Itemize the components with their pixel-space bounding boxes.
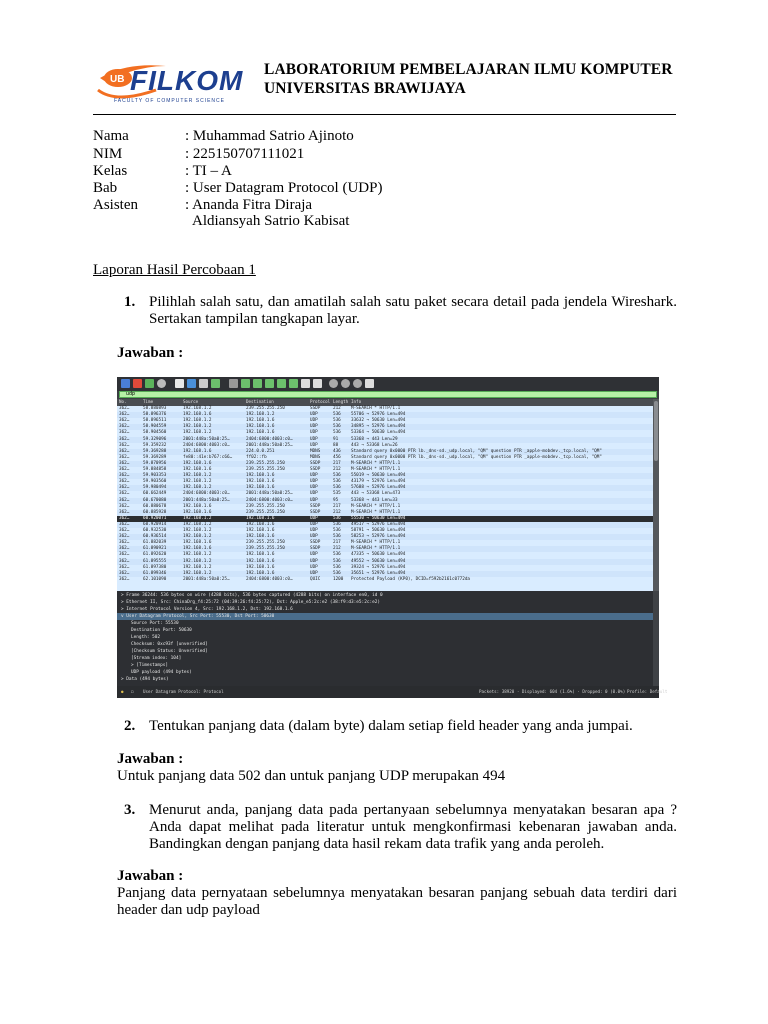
identity-label-asisten: Asisten — [93, 197, 138, 213]
packet-cell-protocol: UDP — [310, 552, 318, 558]
first-packet-icon — [277, 379, 286, 388]
packet-cell-destination: 192.168.1.6 — [246, 479, 275, 485]
question-text-1: Pilihlah salah satu, dan amatilah salah satu paket secara detail pada jendela Wireshark. Sertakan tampilan tangkapan layar. — [149, 294, 677, 327]
packet-detail-line[interactable]: > Ethernet II, Src: ChinaDrg_f4:25:72 (04:39:26:f4:25:72), Dst: Apple_e5:2c:e2 (38:f9:d3:e5:2c:e2) — [121, 600, 381, 605]
packet-list-header — [117, 399, 653, 406]
packet-cell-no: 362… — [119, 570, 130, 576]
packet-cell-protocol: UDP — [310, 485, 318, 491]
packet-cell-destination: ff02::fb — [246, 454, 267, 460]
packet-cell-source: 192.168.1.6 — [183, 467, 212, 472]
packet-detail-line[interactable]: UDP payload (494 bytes) — [131, 670, 192, 675]
header-title-line2: UNIVERSITAS BRAWIJAYA — [264, 80, 466, 97]
packet-cell-destination: 239.255.255.250 — [246, 509, 285, 515]
packet-cell-time: 59.980494 — [143, 485, 167, 491]
packet-cell-info: 34895 → 52976 Len=494 — [351, 424, 406, 430]
packet-cell-destination: 224.0.0.251 — [246, 448, 275, 454]
packet-cell-length: 212 — [333, 467, 341, 472]
packet-detail-line[interactable]: > Frame 36244: 536 bytes on wire (4288 bits), 536 bytes captured (4288 bits) on interface en0, id 0 — [121, 593, 383, 598]
packet-cell-protocol: SSDP — [310, 406, 321, 411]
question-text-3: Menurut anda, panjang data pada pertanyaan sebelumnya menyatakan besaran apa ? Anda dapat melihat pada literatur untuk mengkonfirmasi kebenaran jawaban anda. Bandingkan dengan panjang data hasil rekam data trafik yang anda peroleh. — [149, 802, 677, 852]
packet-cell-time: 60.662449 — [143, 491, 167, 497]
packet-cell-length: 217 — [333, 540, 341, 546]
packet-cell-source: 192.168.1.6 — [183, 503, 212, 509]
packet-cell-time: 59.359232 — [143, 442, 167, 448]
packet-cell-time: 60.885928 — [143, 509, 167, 515]
go-back-icon — [241, 379, 250, 388]
packet-cell-source: 192.168.1.2 — [183, 479, 212, 485]
capture-file-icon: ◻ — [131, 689, 134, 694]
status-packets-text: Packets: 38920 · Displayed: 604 (1.6%) · Dropped: 0 (0.0%) — [479, 689, 626, 694]
packet-cell-no: 362… — [119, 430, 130, 436]
packet-cell-source: 192.168.1.2 — [183, 424, 212, 430]
packet-cell-info: M-SEARCH * HTTP/1.1 — [351, 406, 401, 411]
packet-cell-protocol: MDNS — [310, 454, 321, 460]
packet-detail-line[interactable]: > Internet Protocol Version 4, Src: 192.168.1.2, Dst: 192.168.1.6 — [121, 607, 293, 612]
identity-label-nim: NIM — [93, 146, 123, 162]
packet-cell-time: 59.329096 — [143, 436, 167, 442]
col-header-source: Source — [183, 399, 199, 404]
packet-cell-no: 362… — [119, 448, 130, 454]
packet-cell-destination: 239.255.255.250 — [246, 503, 285, 509]
packet-cell-length: 536 — [333, 558, 341, 564]
filkom-logo — [96, 60, 260, 106]
packet-cell-length: 536 — [333, 485, 341, 491]
open-file-icon — [175, 379, 184, 388]
packet-cell-protocol: UDP — [310, 473, 318, 479]
packet-cell-protocol: QUIC — [310, 576, 321, 582]
packet-cell-time: 58.904559 — [143, 424, 167, 430]
status-profile-text: Profile: Default — [627, 689, 668, 694]
identity-value-nama: : Muhammad Satrio Ajinoto — [185, 128, 354, 144]
packet-cell-no: 362… — [119, 485, 130, 491]
packet-cell-no: 362… — [119, 528, 130, 533]
packet-cell-destination: 2001:448a:50a0:25… — [246, 442, 293, 448]
question-number-1: 1. — [124, 294, 136, 310]
packet-cell-length: 91 — [333, 436, 339, 442]
packet-cell-length: 212 — [333, 546, 341, 552]
question-text-2: Tentukan panjang data (dalam byte) dalam setiap field header yang anda jumpai. — [149, 718, 633, 734]
packet-cell-destination: 192.168.1.6 — [246, 521, 275, 527]
packet-cell-destination: 2404:6800:4003:c0… — [246, 576, 293, 582]
packet-cell-no: 362… — [119, 491, 130, 497]
resize-columns-icon — [365, 379, 374, 388]
packet-cell-destination: 192.168.1.6 — [246, 528, 275, 533]
packet-cell-source: 192.168.1.6 — [183, 412, 212, 418]
packet-detail-line[interactable]: [Checksum Status: Unverified] — [131, 649, 208, 654]
packet-cell-time: 61.899346 — [143, 570, 167, 576]
packet-cell-info: 53364 → 50630 Len=494 — [351, 430, 406, 436]
packet-cell-info: 55706 → 52976 Len=494 — [351, 412, 406, 418]
col-header-time: Time — [143, 399, 154, 404]
packet-cell-no: 362… — [119, 473, 130, 479]
go-to-packet-icon — [265, 379, 274, 388]
col-header-protocol: Protocol — [310, 399, 331, 404]
col-header-length: Length — [333, 399, 349, 404]
packet-cell-source: 192.168.1.2 — [183, 534, 212, 540]
answer-text-3: Panjang data pernyataan sebelumnya menyatakan besaran panjang sebuah data terdiri dari header dan udp payload — [117, 885, 677, 918]
identity-value-nim: : 225150707111021 — [185, 146, 305, 162]
packet-cell-source: 192.168.1.2 — [183, 515, 212, 521]
packet-cell-time: 58.896511 — [143, 418, 167, 424]
packet-detail-line[interactable]: [Stream index: 104] — [131, 656, 182, 661]
packet-details-pane — [117, 591, 653, 686]
packet-cell-protocol: UDP — [310, 430, 318, 436]
last-packet-icon — [289, 379, 298, 388]
packet-cell-no: 362… — [119, 424, 130, 430]
answer-text-2: Untuk panjang data 502 dan untuk panjang UDP merupakan 494 — [117, 768, 506, 784]
identity-value-kelas: : TI – A — [185, 163, 232, 179]
packet-cell-info: M-SEARCH * HTTP/1.1 — [351, 467, 401, 472]
packet-cell-protocol: SSDP — [310, 467, 321, 472]
packet-cell-protocol: SSDP — [310, 509, 321, 515]
question-number-2: 2. — [124, 718, 136, 734]
packet-detail-line[interactable]: Source Port: 55530 — [131, 621, 179, 626]
packet-cell-protocol: SSDP — [310, 460, 321, 466]
packet-cell-source: 192.168.1.2 — [183, 485, 212, 491]
packet-cell-protocol: UDP — [310, 424, 318, 430]
packet-cell-destination: 239.255.255.250 — [246, 460, 285, 466]
packet-detail-line[interactable]: > [Timestamps] — [131, 663, 169, 668]
packet-cell-destination: 2404:6800:4003:c0… — [246, 436, 293, 442]
status-bar — [117, 686, 668, 698]
header-divider — [93, 114, 676, 115]
col-header-info: Info — [351, 399, 362, 404]
packet-cell-destination: 192.168.1.6 — [246, 515, 275, 521]
packet-cell-no: 362… — [119, 503, 130, 509]
packet-cell-info: M-SEARCH * HTTP/1.1 — [351, 546, 401, 552]
packet-cell-info: M-SEARCH * HTTP/1.1 — [351, 509, 401, 515]
packet-cell-protocol: UDP — [310, 564, 318, 570]
answer-label-1: Jawaban : — [117, 345, 184, 361]
identity-value-asisten: : Ananda Fitra Diraja — [185, 197, 313, 213]
packet-cell-destination: 2404:6800:4003:c0… — [246, 497, 293, 503]
save-file-icon — [187, 379, 196, 388]
packet-cell-destination: 239.255.255.250 — [246, 406, 285, 411]
packet-detail-line[interactable]: Checksum: 0xc93f [unverified] — [131, 642, 208, 647]
packet-cell-protocol: UDP — [310, 515, 318, 521]
packet-cell-length: 536 — [333, 534, 341, 540]
packet-cell-time: 59.884858 — [143, 467, 167, 472]
stop-capture-icon — [133, 379, 142, 388]
packet-detail-line[interactable]: Length: 502 — [131, 635, 161, 640]
svg-text:FACULTY OF COMPUTER SCIENCE: FACULTY OF COMPUTER SCIENCE — [114, 98, 225, 104]
packet-cell-source: 192.168.1.2 — [183, 473, 212, 479]
packet-cell-protocol: UDP — [310, 528, 318, 533]
packet-cell-info: 443 → 53368 Len=26 — [351, 442, 398, 448]
packet-cell-source: 2001:448a:50a0:25… — [183, 436, 230, 442]
packet-cell-source: 192.168.1.6 — [183, 448, 212, 454]
packet-cell-length: 88 — [333, 442, 339, 448]
packet-cell-time: 62.101090 — [143, 576, 167, 582]
packet-cell-no: 362… — [119, 442, 130, 448]
packet-cell-source: 192.168.1.2 — [183, 418, 212, 424]
packet-cell-protocol: SSDP — [310, 503, 321, 509]
packet-cell-length: 536 — [333, 528, 341, 533]
packet-cell-destination: 239.255.255.250 — [246, 540, 285, 546]
packet-cell-no: 362… — [119, 479, 130, 485]
packet-cell-time: 59.903560 — [143, 479, 167, 485]
packet-cell-time: 60.932530 — [143, 528, 167, 533]
packet-cell-source: 192.168.1.2 — [183, 570, 212, 576]
packet-cell-source: 192.168.1.6 — [183, 509, 212, 515]
packet-cell-destination: 239.255.255.250 — [246, 467, 285, 472]
packet-cell-destination: 192.168.1.6 — [246, 418, 275, 424]
packet-cell-length: 536 — [333, 515, 341, 521]
packet-cell-source: 2404:6800:4003:c0… — [183, 491, 230, 497]
packet-cell-time: 60.920071 — [143, 515, 167, 521]
packet-cell-no: 362… — [119, 436, 130, 442]
packet-cell-info: 35651 → 52976 Len=494 — [351, 570, 406, 576]
packet-cell-no: 362… — [119, 521, 130, 527]
packet-detail-line[interactable]: v User Datagram Protocol, Src Port: 55530, Dst Port: 50630 — [117, 613, 657, 620]
packet-cell-time: 61.890921 — [143, 546, 167, 552]
packet-detail-line[interactable]: Destination Port: 50630 — [131, 628, 192, 633]
packet-cell-info: Standard query 0x0000 PTR lb._dns-sd._udp.local, "QM" question PTR _apple-mobdev._tcp.local, "QM" — [351, 454, 602, 460]
answer-label-2: Jawaban : — [117, 751, 184, 767]
packet-cell-no: 362… — [119, 534, 130, 540]
packet-cell-protocol: UDP — [310, 534, 318, 540]
packet-cell-length: 95 — [333, 497, 339, 503]
packet-cell-source: 192.168.1.6 — [183, 540, 212, 546]
packet-cell-no: 362… — [119, 515, 130, 521]
packet-cell-destination: 192.168.1.2 — [246, 412, 275, 418]
find-packet-icon — [229, 379, 238, 388]
packet-cell-info: M-SEARCH * HTTP/1.1 — [351, 460, 401, 466]
close-file-icon — [199, 379, 208, 388]
packet-cell-time: 61.882039 — [143, 540, 167, 546]
packet-cell-length: 212 — [333, 509, 341, 515]
packet-cell-protocol: UDP — [310, 570, 318, 576]
packet-cell-destination: 192.168.1.6 — [246, 552, 275, 558]
packet-cell-destination: 239.255.255.250 — [246, 546, 285, 552]
packet-cell-length: 536 — [333, 552, 341, 558]
identity-value-asisten-2: Aldiansyah Satrio Kabisat — [192, 213, 350, 229]
packet-cell-protocol: SSDP — [310, 546, 321, 552]
packet-cell-info: 55019 → 50630 Len=494 — [351, 473, 406, 479]
packet-cell-no: 362… — [119, 552, 130, 558]
packet-cell-info: 53368 → 443 Len=29 — [351, 436, 398, 442]
restart-capture-icon — [145, 379, 154, 388]
packet-cell-info: 43179 → 52976 Len=494 — [351, 479, 406, 485]
packet-cell-time: 61.895555 — [143, 558, 167, 564]
packet-cell-no: 362… — [119, 558, 130, 564]
identity-value-bab: : User Datagram Protocol (UDP) — [185, 180, 383, 196]
packet-cell-source: 2001:448a:50a0:25… — [183, 576, 230, 582]
packet-cell-time: 61.897380 — [143, 564, 167, 570]
packet-cell-time: 58.904560 — [143, 430, 167, 436]
packet-cell-info: 53368 → 443 Len=33 — [351, 497, 398, 503]
zoom-in-icon — [329, 379, 338, 388]
packet-cell-source: 192.168.1.2 — [183, 521, 212, 527]
identity-label-kelas: Kelas — [93, 163, 128, 179]
packet-cell-destination: 192.168.1.6 — [246, 424, 275, 430]
packet-cell-length: 536 — [333, 521, 341, 527]
packet-cell-time: 60.670080 — [143, 497, 167, 503]
packet-cell-destination: 192.168.1.6 — [246, 430, 275, 436]
packet-cell-source: 192.168.1.2 — [183, 564, 212, 570]
packet-cell-length: 436 — [333, 448, 341, 454]
packet-cell-protocol: MDNS — [310, 448, 321, 454]
packet-cell-length: 536 — [333, 570, 341, 576]
packet-cell-info: 47335 → 50630 Len=494 — [351, 552, 406, 558]
packet-cell-source: 192.168.1.2 — [183, 558, 212, 564]
display-filter-text: udp — [126, 391, 136, 397]
packet-cell-no: 362… — [119, 412, 130, 418]
packet-cell-protocol: UDP — [310, 497, 318, 503]
col-header-no: No. — [119, 399, 127, 404]
colorize-icon — [313, 379, 322, 388]
packet-cell-length: 536 — [333, 418, 341, 424]
packet-cell-destination: 192.168.1.6 — [246, 558, 275, 564]
identity-label-nama: Nama — [93, 128, 129, 144]
packet-cell-protocol: UDP — [310, 418, 318, 424]
packet-cell-no: 362… — [119, 460, 130, 466]
header-title-line1: LABORATORIUM PEMBELAJARAN ILMU KOMPUTER — [264, 61, 673, 78]
packet-cell-source: 192.168.1.6 — [183, 546, 212, 552]
shark-fin-icon — [121, 379, 130, 388]
zoom-reset-icon — [353, 379, 362, 388]
packet-cell-destination: 192.168.1.6 — [246, 564, 275, 570]
options-icon — [157, 379, 166, 388]
packet-cell-info: 39324 → 52976 Len=494 — [351, 564, 406, 570]
go-forward-icon — [253, 379, 262, 388]
wireshark-screenshot — [117, 377, 668, 698]
answer-label-3: Jawaban : — [117, 868, 184, 884]
wireshark-toolbar — [117, 377, 659, 391]
packet-cell-info: Protected Payload (KP0), DCID=f592b2161c0772da — [351, 576, 470, 582]
svg-text:UB: UB — [110, 74, 125, 85]
packet-details-scrollbar — [653, 591, 659, 686]
packet-cell-destination: 2001:448a:50a0:25… — [246, 491, 293, 497]
expert-info-icon: ● — [121, 689, 124, 694]
packet-cell-info: 57688 → 52976 Len=494 — [351, 485, 406, 491]
question-number-3: 3. — [124, 802, 136, 818]
packet-cell-protocol: UDP — [310, 479, 318, 485]
packet-cell-protocol: UDP — [310, 491, 318, 497]
packet-cell-source: 2001:448a:50a0:25… — [183, 497, 230, 503]
section-title: Laporan Hasil Percobaan 1 — [93, 262, 256, 278]
col-header-destination: Destination — [246, 399, 274, 404]
packet-cell-time: 60.936514 — [143, 534, 167, 540]
packet-cell-time: 59.369288 — [143, 448, 167, 454]
packet-cell-protocol: UDP — [310, 412, 318, 418]
packet-cell-length: 456 — [333, 454, 341, 460]
packet-cell-length: 217 — [333, 503, 341, 509]
display-filter-bar — [119, 391, 657, 398]
packet-cell-info: 55530 → 50630 Len=494 — [351, 515, 406, 521]
packet-cell-length: 1200 — [333, 576, 344, 582]
packet-list-scroll-thumb — [654, 401, 658, 461]
packet-cell-no: 362… — [119, 576, 130, 582]
packet-cell-info: 58253 → 52976 Len=494 — [351, 534, 406, 540]
packet-cell-info: 49517 → 52976 Len=494 — [351, 521, 406, 527]
packet-cell-source: 2404:6800:4003:c0… — [183, 442, 230, 448]
packet-cell-length: 536 — [333, 473, 341, 479]
packet-cell-info: M-SEARCH * HTTP/1.1 — [351, 503, 401, 509]
packet-cell-protocol: UDP — [310, 558, 318, 564]
packet-cell-protocol: SSDP — [310, 540, 321, 546]
packet-cell-source: 192.168.1.2 — [183, 406, 212, 411]
packet-cell-no: 362… — [119, 418, 130, 424]
packet-cell-source: 192.168.1.2 — [183, 552, 212, 558]
packet-cell-length: 536 — [333, 412, 341, 418]
identity-label-bab: Bab — [93, 180, 118, 196]
autoscroll-icon — [301, 379, 310, 388]
packet-cell-no: 362… — [119, 540, 130, 546]
packet-cell-info: Standard query 0x0000 PTR lb._dns-sd._udp.local, "QM" question PTR _apple-mobdev._tcp.local, "QM" — [351, 448, 602, 454]
status-left-text: User Datagram Protocol: Protocol — [143, 689, 224, 694]
packet-cell-source: 192.168.1.6 — [183, 460, 212, 466]
svg-text:FILKOM: FILKOM — [130, 65, 244, 96]
packet-cell-length: 212 — [333, 406, 341, 411]
packet-cell-no: 362… — [119, 467, 130, 472]
packet-cell-no: 362… — [119, 509, 130, 515]
packet-cell-destination: 192.168.1.6 — [246, 570, 275, 576]
packet-cell-no: 362… — [119, 406, 130, 411]
packet-detail-line[interactable]: > Data (494 bytes) — [121, 677, 169, 682]
packet-cell-protocol: UDP — [310, 442, 318, 448]
packet-cell-length: 535 — [333, 491, 341, 497]
packet-cell-no: 362… — [119, 546, 130, 552]
packet-cell-no: 362… — [119, 497, 130, 503]
packet-cell-destination: 192.168.1.6 — [246, 485, 275, 491]
packet-cell-length: 536 — [333, 424, 341, 430]
packet-cell-source: 192.168.1.2 — [183, 430, 212, 436]
packet-cell-length: 536 — [333, 430, 341, 436]
packet-cell-no: 362… — [119, 454, 130, 460]
packet-cell-destination: 192.168.1.6 — [246, 473, 275, 479]
packet-cell-time: 58.880893 — [143, 406, 167, 411]
packet-cell-length: 536 — [333, 564, 341, 570]
packet-cell-info: 33632 → 50630 Len=494 — [351, 418, 406, 424]
packet-cell-time: 59.903353 — [143, 473, 167, 479]
packet-cell-no: 362… — [119, 564, 130, 570]
packet-cell-info: 58791 → 50630 Len=494 — [351, 528, 406, 533]
packet-row[interactable] — [117, 577, 653, 583]
packet-cell-time: 60.920914 — [143, 521, 167, 527]
packet-cell-time: 61.892620 — [143, 552, 167, 558]
packet-cell-source: 192.168.1.2 — [183, 528, 212, 533]
packet-cell-length: 217 — [333, 460, 341, 466]
packet-cell-time: 60.880678 — [143, 503, 167, 509]
packet-cell-time: 59.870956 — [143, 460, 167, 466]
zoom-out-icon — [341, 379, 350, 388]
packet-cell-length: 536 — [333, 479, 341, 485]
packet-cell-destination: 192.168.1.6 — [246, 534, 275, 540]
packet-cell-info: M-SEARCH * HTTP/1.1 — [351, 540, 401, 546]
reload-icon — [211, 379, 220, 388]
packet-cell-protocol: UDP — [310, 436, 318, 442]
packet-cell-info: 49552 → 50630 Len=494 — [351, 558, 406, 564]
packet-cell-info: 443 → 53368 Len=473 — [351, 491, 401, 497]
packet-cell-source: fe80::41e:b767:c66… — [183, 454, 233, 460]
packet-cell-time: 58.896376 — [143, 412, 167, 418]
packet-cell-protocol: UDP — [310, 521, 318, 527]
packet-cell-time: 59.369289 — [143, 454, 167, 460]
